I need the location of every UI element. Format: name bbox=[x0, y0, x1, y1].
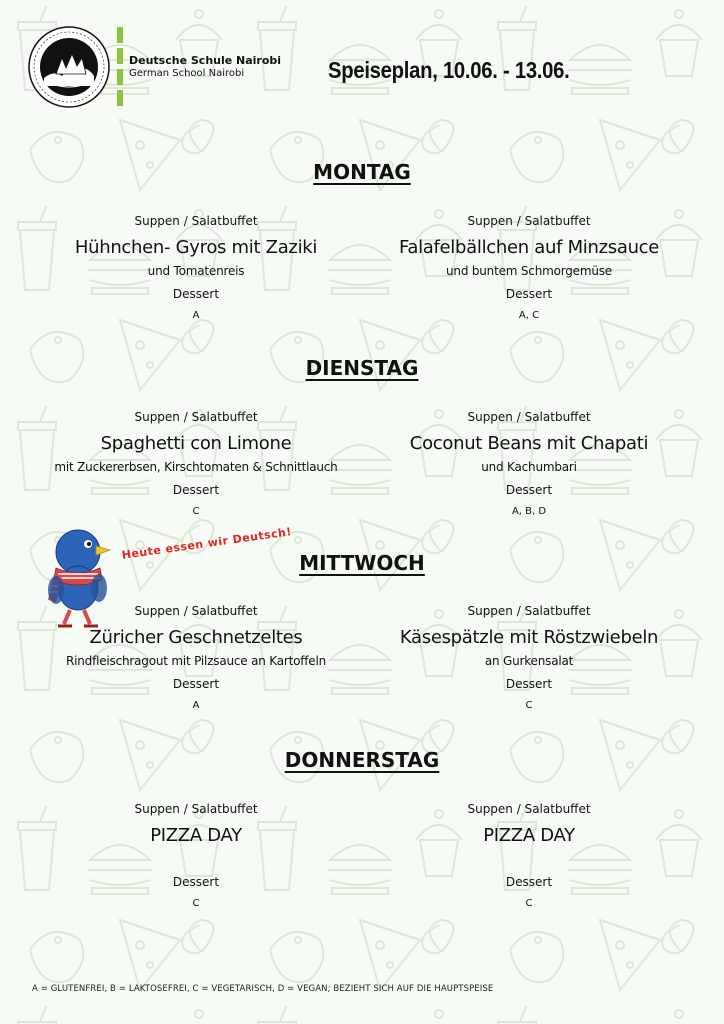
side-dish: mit Zuckererbsen, Kirschtomaten & Schnittlauch bbox=[54, 460, 338, 474]
menu-left-donnerstag bbox=[26, 802, 366, 910]
side-dish: Rindfleischragout mit Pilzsauce an Kartoffeln bbox=[65, 654, 327, 668]
allergen-code: A, B, D bbox=[511, 506, 547, 517]
header bbox=[28, 26, 708, 106]
school-subtitle: German School Nairobi bbox=[129, 68, 245, 79]
allergen-code: C bbox=[192, 898, 200, 909]
side-dish bbox=[26, 852, 366, 866]
side-dish: und buntem Schmorgemüse bbox=[446, 264, 612, 278]
menu-left-mittwoch bbox=[26, 604, 366, 712]
starter: Suppen / Salatbuffet bbox=[467, 410, 591, 424]
school-name: Deutsche Schule Nairobi bbox=[129, 54, 282, 67]
allergen-code: A bbox=[192, 700, 200, 711]
dish-name: Hühnchen- Gyros mit Zaziki bbox=[74, 237, 318, 258]
dish-name: Züricher Geschnetzeltes bbox=[89, 627, 303, 648]
starter: Suppen / Salatbuffet bbox=[134, 802, 258, 816]
dish-name: Coconut Beans mit Chapati bbox=[409, 433, 649, 454]
dish-name: PIZZA DAY bbox=[483, 825, 575, 846]
dessert: Dessert bbox=[172, 875, 220, 889]
side-dish: und Kachumbari bbox=[481, 460, 577, 474]
menu-right-dienstag bbox=[359, 410, 699, 518]
menu-left-dienstag bbox=[26, 410, 366, 518]
side-dish: an Gurkensalat bbox=[484, 654, 574, 668]
dish-name: Käsespätzle mit Röstzwiebeln bbox=[399, 627, 659, 648]
allergen-code: C bbox=[525, 898, 533, 909]
allergen-code: C bbox=[192, 506, 200, 517]
starter: Suppen / Salatbuffet bbox=[467, 604, 591, 618]
day-heading-montag: MONTAG bbox=[313, 160, 411, 184]
dessert: Dessert bbox=[172, 483, 220, 497]
dessert: Dessert bbox=[172, 287, 220, 301]
menu-left-montag bbox=[26, 214, 366, 322]
allergen-code: C bbox=[525, 700, 533, 711]
dessert: Dessert bbox=[505, 677, 553, 691]
allergen-legend: A = GLUTENFREI, B = LAKTOSEFREI, C = VEGETARISCH, D = VEGAN; BEZIEHT SICH AUF DIE HAUPTSPEISE bbox=[32, 984, 494, 994]
green-accent-bars bbox=[117, 27, 123, 105]
starter: Suppen / Salatbuffet bbox=[467, 214, 591, 228]
dish-name: PIZZA DAY bbox=[150, 825, 242, 846]
dessert: Dessert bbox=[505, 875, 553, 889]
starter: Suppen / Salatbuffet bbox=[467, 802, 591, 816]
dessert: Dessert bbox=[505, 483, 553, 497]
dish-name: Falafelbällchen auf Minzsauce bbox=[398, 237, 660, 258]
menu-right-donnerstag bbox=[359, 802, 699, 910]
day-heading-donnerstag: DONNERSTAG bbox=[284, 748, 440, 772]
starter: Suppen / Salatbuffet bbox=[134, 214, 258, 228]
starter: Suppen / Salatbuffet bbox=[134, 604, 258, 618]
day-heading-dienstag: DIENSTAG bbox=[305, 356, 419, 380]
dessert: Dessert bbox=[172, 677, 220, 691]
side-dish: und Tomatenreis bbox=[147, 264, 245, 278]
banner-text: Heute essen wir Deutsch! bbox=[121, 525, 293, 562]
dessert: Dessert bbox=[505, 287, 553, 301]
dish-name: Spaghetti con Limone bbox=[100, 433, 292, 454]
menu-right-montag bbox=[359, 214, 699, 322]
allergen-code: A, C bbox=[518, 310, 540, 321]
day-heading-mittwoch: MITTWOCH bbox=[299, 551, 425, 575]
allergen-code: A bbox=[192, 310, 200, 321]
school-logo-icon bbox=[28, 26, 110, 108]
menu-right-mittwoch bbox=[359, 604, 699, 712]
starter: Suppen / Salatbuffet bbox=[134, 410, 258, 424]
page-title: Speiseplan, 10.06. - 13.06. bbox=[328, 57, 570, 83]
side-dish bbox=[359, 852, 699, 866]
